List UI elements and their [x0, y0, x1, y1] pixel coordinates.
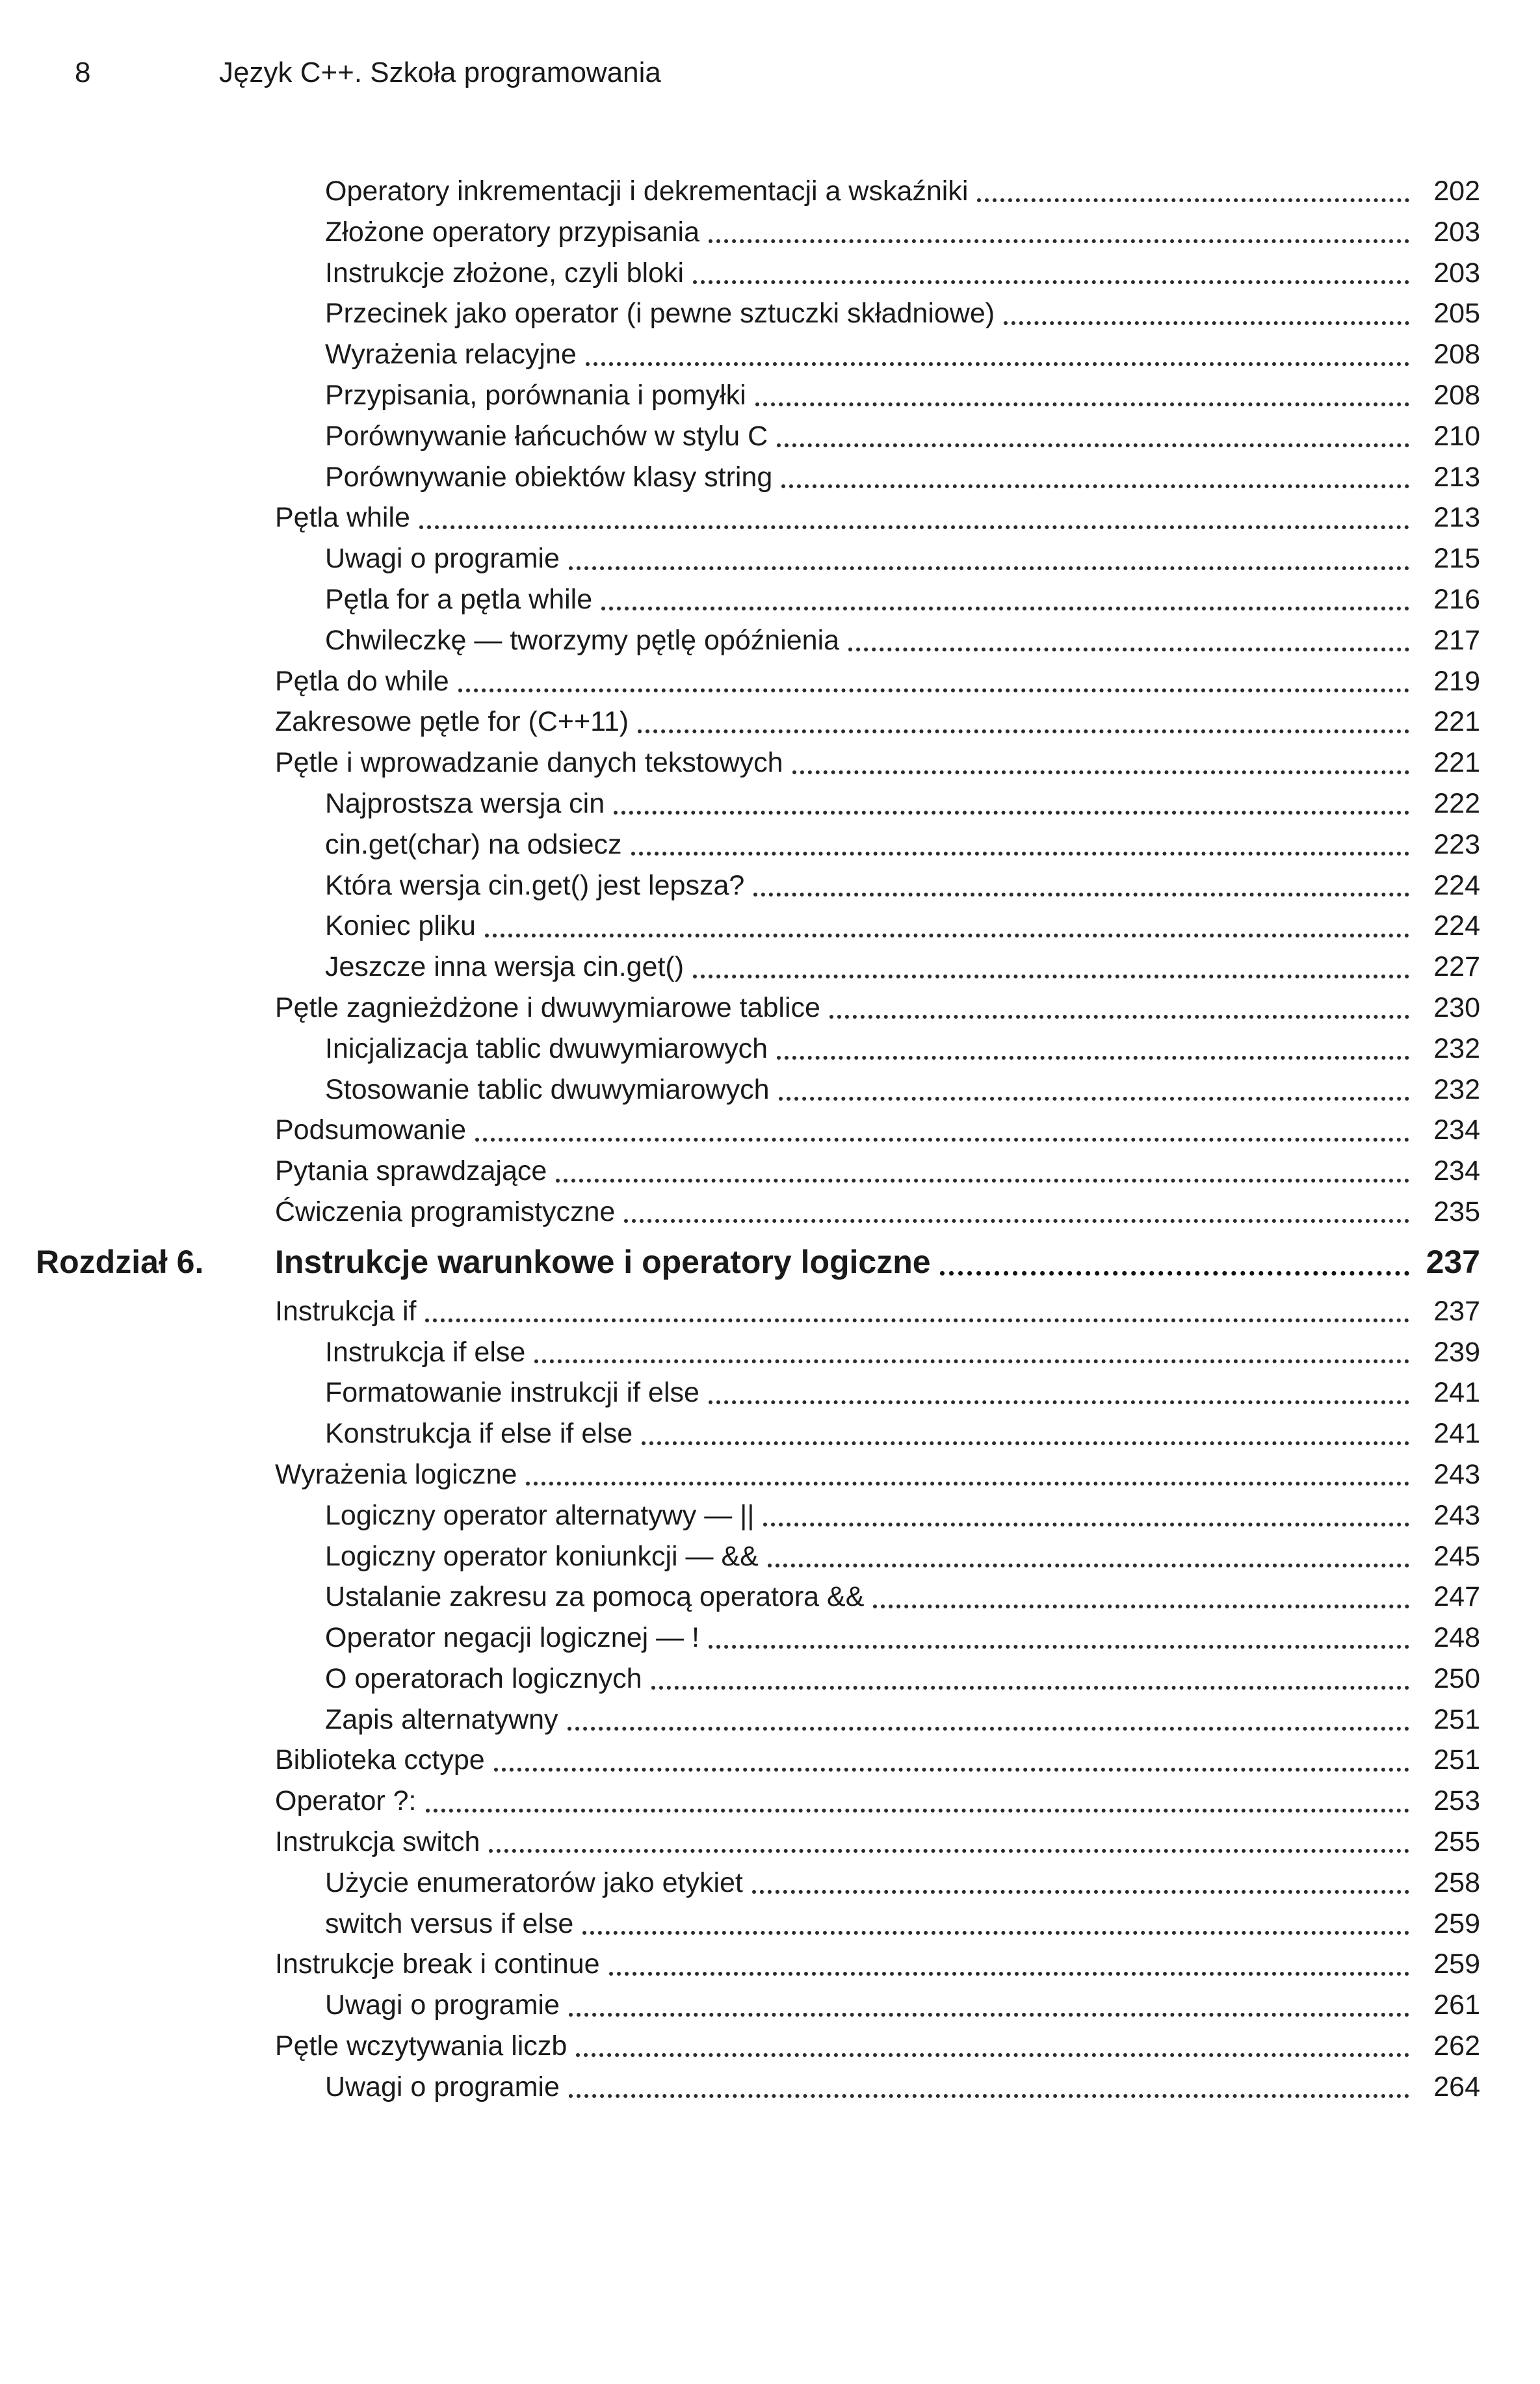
- toc-page-number: 237: [1426, 1243, 1480, 1280]
- toc-page-number: 264: [1433, 2071, 1480, 2102]
- dot-leader: [631, 852, 1410, 856]
- toc-page-number: 224: [1433, 910, 1480, 942]
- toc-entry-title: Chwileczkę — tworzymy pętlę opóźnienia: [325, 624, 840, 656]
- dot-leader: [777, 443, 1409, 447]
- toc-row: [0, 1110, 1540, 1151]
- toc-row: [0, 375, 1540, 416]
- toc-row: [0, 1192, 1540, 1233]
- toc-row: [0, 1781, 1540, 1822]
- toc-entry-title: Instrukcja if: [275, 1295, 417, 1327]
- toc-entry-title: Pętla do while: [275, 665, 449, 697]
- toc-row: [0, 1658, 1540, 1699]
- dot-leader: [485, 934, 1409, 937]
- toc-entry-title: Przecinek jako operator (i pewne sztuczki składniowe): [325, 298, 995, 330]
- toc-entry-title: Ustalanie zakresu za pomocą operatora &&: [325, 1581, 865, 1613]
- toc-page-number: 251: [1433, 1703, 1480, 1735]
- dot-leader: [489, 1849, 1409, 1853]
- toc-row: [0, 783, 1540, 824]
- toc-row: [0, 824, 1540, 865]
- toc-row: [0, 742, 1540, 783]
- toc-entry: [275, 742, 1480, 783]
- toc-entry: [325, 253, 1480, 294]
- toc-entry: [325, 1332, 1480, 1373]
- toc-entry-title: Biblioteka cctype: [275, 1744, 485, 1776]
- toc-entry: [325, 2067, 1480, 2108]
- toc-entry: [275, 1944, 1480, 1985]
- toc-page-number: 222: [1433, 787, 1480, 819]
- dot-leader: [977, 198, 1409, 202]
- dot-leader: [526, 1482, 1409, 1486]
- toc-entry: [325, 824, 1480, 865]
- toc-entry-title: Pętle zagnieżdżone i dwuwymiarowe tablice: [275, 991, 820, 1023]
- toc-page-number: 203: [1433, 257, 1480, 289]
- dot-leader: [693, 975, 1409, 978]
- toc-page-number: 232: [1433, 1073, 1480, 1105]
- toc-row: [0, 865, 1540, 906]
- toc-entry-title: Podsumowanie: [275, 1114, 467, 1146]
- dot-leader: [494, 1768, 1409, 1772]
- toc-entry: [325, 906, 1480, 947]
- toc-page-number: 251: [1433, 1744, 1480, 1776]
- toc-entry-title: Formatowanie instrukcji if else: [325, 1377, 699, 1409]
- toc-row: [0, 1822, 1540, 1863]
- dot-leader: [586, 362, 1409, 366]
- toc-entry-title: Operator ?:: [275, 1785, 417, 1817]
- toc-row: [0, 1618, 1540, 1658]
- toc-row: [0, 1495, 1540, 1536]
- toc-entry-title: Porównywanie łańcuchów w stylu C: [325, 420, 768, 452]
- dot-leader: [614, 811, 1409, 815]
- toc-row: [0, 2026, 1540, 2067]
- toc-page-number: 215: [1433, 543, 1480, 575]
- toc-row: [0, 1740, 1540, 1781]
- toc-entry: [275, 1110, 1480, 1151]
- toc-entry-title: Uwagi o programie: [325, 2071, 560, 2102]
- toc-page-number: 205: [1433, 298, 1480, 330]
- toc-entry-title: Wyrażenia logiczne: [275, 1458, 517, 1490]
- toc-entry-title: Porównywanie obiektów klasy string: [325, 461, 773, 493]
- toc-page-number: 219: [1433, 665, 1480, 697]
- toc-page-number: 230: [1433, 991, 1480, 1023]
- toc-entry: [325, 212, 1480, 253]
- toc-entry-title: Inicjalizacja tablic dwuwymiarowych: [325, 1032, 768, 1064]
- toc-page-number: 241: [1433, 1418, 1480, 1450]
- toc-entry: [325, 1028, 1480, 1069]
- dot-leader: [624, 1219, 1409, 1223]
- toc-entry: [325, 865, 1480, 906]
- toc-row: [0, 1069, 1540, 1110]
- toc-row: [0, 1454, 1540, 1495]
- toc-row: [0, 1904, 1540, 1945]
- toc-row: [0, 416, 1540, 457]
- toc-entry: [275, 1291, 1480, 1332]
- toc-row: [0, 1028, 1540, 1069]
- toc-entry: [275, 1192, 1480, 1233]
- toc-entry: [325, 293, 1480, 334]
- toc-entry: [325, 171, 1480, 212]
- dot-leader: [534, 1359, 1409, 1363]
- toc-page-number: 243: [1433, 1499, 1480, 1531]
- toc-entry: [325, 947, 1480, 988]
- toc-entry: [325, 1904, 1480, 1945]
- toc-entry-title: Wyrażenia relacyjne: [325, 339, 577, 371]
- toc-entry: [325, 1618, 1480, 1658]
- dot-leader: [576, 2053, 1409, 2057]
- toc-row: [0, 2067, 1540, 2108]
- dot-leader: [763, 1523, 1409, 1526]
- toc-entry: [325, 579, 1480, 620]
- toc-page-number: 237: [1433, 1295, 1480, 1327]
- dot-leader: [642, 1441, 1409, 1445]
- dot-leader: [569, 2013, 1409, 2017]
- dot-leader: [569, 2094, 1409, 2098]
- toc-entry-title: Instrukcje warunkowe i operatory logiczne: [275, 1243, 931, 1280]
- toc-entry: [275, 661, 1480, 702]
- toc-row: [0, 497, 1540, 538]
- dot-leader: [755, 402, 1409, 406]
- dot-leader: [779, 1097, 1409, 1101]
- toc-entry: [325, 416, 1480, 457]
- toc-entry-title: Pętle wczytywania liczb: [275, 2030, 568, 2062]
- dot-leader: [709, 1400, 1409, 1404]
- toc-page-number: 202: [1433, 176, 1480, 207]
- table-of-contents: [0, 171, 1540, 2108]
- toc-row: [0, 1863, 1540, 1904]
- toc-entry: [325, 457, 1480, 498]
- toc-page-number: 239: [1433, 1336, 1480, 1368]
- toc-entry-title: Użycie enumeratorów jako etykiet: [325, 1867, 743, 1898]
- dot-leader: [582, 1931, 1409, 1935]
- toc-row: [0, 1985, 1540, 2026]
- toc-entry-title: Która wersja cin.get() jest lepsza?: [325, 869, 745, 901]
- toc-entry-title: switch versus if else: [325, 1907, 574, 1939]
- dot-leader: [940, 1271, 1409, 1276]
- toc-entry-title: Instrukcja switch: [275, 1826, 480, 1858]
- toc-entry: [275, 2026, 1480, 2067]
- toc-entry-title: Instrukcje złożone, czyli bloki: [325, 257, 685, 289]
- toc-entry: [325, 1495, 1480, 1536]
- toc-row: [0, 701, 1540, 742]
- toc-row: [0, 293, 1540, 334]
- dot-leader: [693, 280, 1409, 284]
- toc-entry-title: Pętle i wprowadzanie danych tekstowych: [275, 747, 783, 779]
- toc-page-number: 203: [1433, 216, 1480, 248]
- toc-entry: [325, 1658, 1480, 1699]
- toc-entry-title: Koniec pliku: [325, 910, 476, 942]
- toc-page-number: 235: [1433, 1196, 1480, 1227]
- dot-leader: [792, 770, 1409, 774]
- dot-leader: [777, 1056, 1409, 1060]
- dot-leader: [458, 688, 1409, 692]
- toc-entry-title: Przypisania, porównania i pomyłki: [325, 379, 746, 411]
- dot-leader: [709, 239, 1409, 243]
- toc-entry-title: Logiczny operator koniunkcji — &&: [325, 1540, 759, 1572]
- toc-page-number: 255: [1433, 1826, 1480, 1858]
- dot-leader: [709, 1645, 1409, 1649]
- toc-entry: [325, 620, 1480, 661]
- dot-leader: [601, 607, 1409, 610]
- toc-row: [0, 906, 1540, 947]
- toc-row: [0, 1699, 1540, 1740]
- dot-leader: [651, 1686, 1409, 1690]
- dot-leader: [768, 1564, 1409, 1567]
- toc-entry-title: Instrukcje break i continue: [275, 1948, 600, 1980]
- dot-leader: [753, 893, 1409, 897]
- toc-row: [0, 579, 1540, 620]
- toc-page-number: 258: [1433, 1867, 1480, 1898]
- toc-row: [0, 1413, 1540, 1454]
- toc-entry: [325, 1372, 1480, 1413]
- dot-leader: [425, 1318, 1409, 1322]
- dot-leader: [569, 566, 1409, 570]
- toc-entry: [325, 1699, 1480, 1740]
- toc-entry-title: Pytania sprawdzające: [275, 1155, 547, 1187]
- toc-entry: [325, 334, 1480, 375]
- toc-page-number: 253: [1433, 1785, 1480, 1817]
- dot-leader: [609, 1972, 1409, 1976]
- toc-entry: [275, 988, 1480, 1028]
- toc-entry-title: Operatory inkrementacji i dekrementacji a wskaźniki: [325, 176, 969, 207]
- toc-entry: [325, 1863, 1480, 1904]
- toc-entry-title: Najprostsza wersja cin: [325, 787, 605, 819]
- toc-row: [0, 1536, 1540, 1577]
- dot-leader: [638, 729, 1409, 733]
- toc-entry: [275, 1233, 1480, 1291]
- toc-page-number: 261: [1433, 1989, 1480, 2021]
- toc-entry: [325, 375, 1480, 416]
- toc-entry-title: Stosowanie tablic dwuwymiarowych: [325, 1073, 770, 1105]
- toc-entry-title: Uwagi o programie: [325, 543, 560, 575]
- toc-page-number: 217: [1433, 624, 1480, 656]
- toc-entry: [275, 1454, 1480, 1495]
- toc-entry-title: Złożone operatory przypisania: [325, 216, 700, 248]
- toc-entry: [275, 1740, 1480, 1781]
- toc-entry: [275, 497, 1480, 538]
- page-number: 8: [75, 57, 91, 88]
- dot-leader: [873, 1605, 1409, 1608]
- toc-page-number: 234: [1433, 1155, 1480, 1187]
- toc-page-number: 208: [1433, 379, 1480, 411]
- dot-leader: [475, 1138, 1409, 1142]
- toc-page-number: 248: [1433, 1622, 1480, 1654]
- toc-page-number: 221: [1433, 747, 1480, 779]
- toc-row: [0, 947, 1540, 988]
- dot-leader: [419, 525, 1409, 529]
- dot-leader: [568, 1727, 1410, 1731]
- toc-entry-title: Operator negacji logicznej — !: [325, 1622, 700, 1654]
- toc-entry: [275, 1781, 1480, 1822]
- toc-row: [0, 253, 1540, 294]
- dot-leader: [848, 648, 1409, 651]
- toc-page-number: 245: [1433, 1540, 1480, 1572]
- toc-entry: [275, 701, 1480, 742]
- toc-entry: [275, 1151, 1480, 1192]
- toc-entry-title: Zapis alternatywny: [325, 1703, 558, 1735]
- toc-row: [0, 1944, 1540, 1985]
- toc-page-number: 259: [1433, 1907, 1480, 1939]
- toc-page-number: 221: [1433, 706, 1480, 738]
- toc-entry: [325, 1413, 1480, 1454]
- toc-row: [0, 1332, 1540, 1373]
- toc-entry-title: cin.get(char) na odsiecz: [325, 828, 622, 860]
- toc-entry-title: Jeszcze inna wersja cin.get(): [325, 951, 685, 983]
- toc-entry: [275, 1822, 1480, 1863]
- dot-leader: [1004, 321, 1409, 325]
- toc-page-number: 234: [1433, 1114, 1480, 1146]
- toc-entry: [325, 783, 1480, 824]
- toc-entry-title: Pętla while: [275, 502, 410, 534]
- toc-entry-title: Konstrukcja if else if else: [325, 1418, 633, 1450]
- dot-leader: [426, 1809, 1410, 1813]
- toc-page-number: 216: [1433, 583, 1480, 615]
- chapter-label: Rozdział 6.: [36, 1243, 204, 1280]
- toc-entry: [325, 1536, 1480, 1577]
- toc-row: [0, 1372, 1540, 1413]
- toc-entry: [325, 1985, 1480, 2026]
- toc-page-number: 213: [1433, 502, 1480, 534]
- toc-chapter-row: [0, 1233, 1540, 1291]
- toc-entry-title: Ćwiczenia programistyczne: [275, 1196, 616, 1227]
- dot-leader: [556, 1179, 1409, 1183]
- toc-entry-title: Instrukcja if else: [325, 1336, 526, 1368]
- toc-page-number: 232: [1433, 1032, 1480, 1064]
- dot-leader: [781, 484, 1409, 488]
- toc-page-number: 223: [1433, 828, 1480, 860]
- toc-page-number: 247: [1433, 1581, 1480, 1613]
- toc-row: [0, 538, 1540, 579]
- toc-page-number: 262: [1433, 2030, 1480, 2062]
- toc-page-number: 241: [1433, 1377, 1480, 1409]
- toc-entry-title: Uwagi o programie: [325, 1989, 560, 2021]
- toc-row: [0, 1151, 1540, 1192]
- toc-row: [0, 212, 1540, 253]
- toc-row: [0, 1291, 1540, 1332]
- toc-page-number: 224: [1433, 869, 1480, 901]
- toc-entry-title: Pętla for a pętla while: [325, 583, 593, 615]
- toc-page-number: 210: [1433, 420, 1480, 452]
- toc-page-number: 250: [1433, 1662, 1480, 1694]
- toc-entry-title: Logiczny operator alternatywy — ||: [325, 1499, 755, 1531]
- toc-row: [0, 620, 1540, 661]
- toc-entry: [325, 1069, 1480, 1110]
- toc-row: [0, 988, 1540, 1028]
- toc-page-number: 208: [1433, 339, 1480, 371]
- toc-page-number: 259: [1433, 1948, 1480, 1980]
- toc-page-number: 227: [1433, 951, 1480, 983]
- toc-entry-title: O operatorach logicznych: [325, 1662, 642, 1694]
- toc-row: [0, 661, 1540, 702]
- toc-page-number: 213: [1433, 461, 1480, 493]
- toc-row: [0, 334, 1540, 375]
- toc-entry-title: Zakresowe pętle for (C++11): [275, 706, 629, 738]
- toc-row: [0, 457, 1540, 498]
- dot-leader: [829, 1015, 1409, 1019]
- toc-page-number: 243: [1433, 1458, 1480, 1490]
- book-title: Język C++. Szkoła programowania: [219, 57, 661, 88]
- toc-row: [0, 171, 1540, 212]
- toc-row: [0, 1577, 1540, 1618]
- toc-entry: [325, 1577, 1480, 1618]
- toc-entry: [325, 538, 1480, 579]
- dot-leader: [752, 1890, 1409, 1894]
